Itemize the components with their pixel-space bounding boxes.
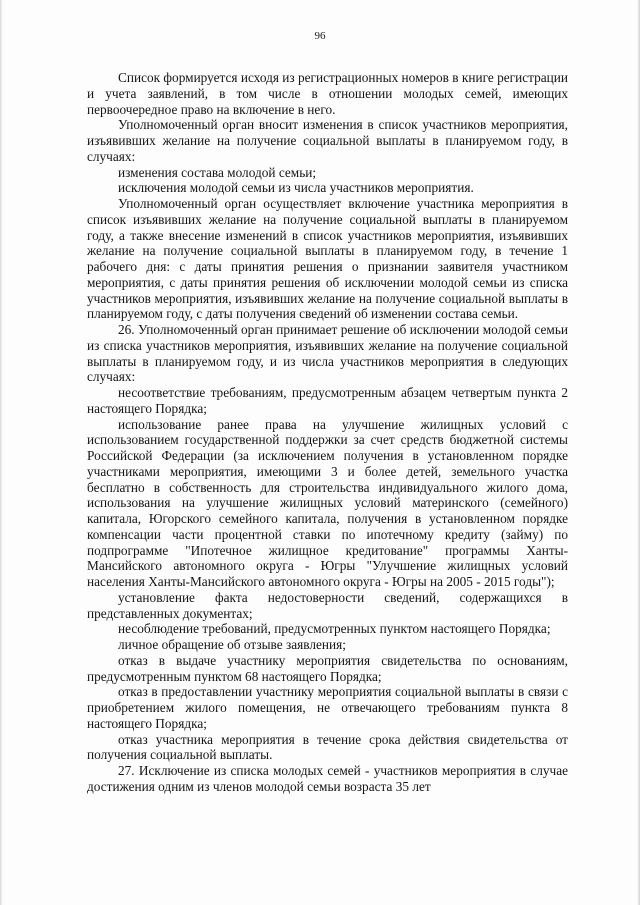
paragraph: отказ в выдаче участнику мероприятия свидетельства по основаниям, предусмотренным пунктом 68 настоящего Порядка; [87, 652, 568, 684]
paragraph: 26. Уполномоченный орган принимает решение об исключении молодой семьи из списка участников мероприятия, изъявивших желание на получение социальной выплаты в планируемом году, и из числа участников мероприятия в следующих случаях: [87, 322, 568, 385]
paragraph: несоблюдение требований, предусмотренных пунктом настоящего Порядка; [118, 621, 551, 637]
body-text [87, 70, 568, 795]
paragraph: Уполномоченный орган осуществляет включение участника мероприятия в список изъявивших желание на получение социальной выплаты в планируемом году, а также внесение изменений в список участников мероприятия, изъявивших желание на получение социальной выплаты в планируемом году, в течение 1 рабочего дня: с даты принятия решения о признании заявителя участником мероприятия, с даты принятия решения об исключении молодой семьи из списка участников мероприятия, изъявивших желание на получение социальной выплаты в планируемом году, с даты получения сведений об изменении состава семьи. [87, 196, 568, 322]
paragraph: установление факта недостоверности сведений, содержащихся в представленных документах; [87, 589, 568, 621]
paragraph: несоответствие требованиям, предусмотренным абзацем четвертым пункта 2 настоящего Порядка; [87, 385, 568, 416]
paragraph: исключения молодой семьи из числа участников мероприятия. [118, 180, 474, 196]
paragraph: Уполномоченный орган вносит изменения в список участников мероприятия, изъявивших желание на получение социальной выплаты в планируемом году, в случаях: [87, 117, 568, 164]
paragraph: изменения состава молодой семьи; [118, 164, 317, 180]
page-number: 96 [314, 30, 326, 42]
paragraph: использование ранее права на улучшение жилищных условий с использованием государственной поддержки за счет средств бюджетной системы Российской Федерации (за исключением получения в установленном порядке участниками мероприятия, имеющими 3 и более детей, земельного участка бесплатно в собственность для строительства индивидуального жилого дома, использования на улучшение жилищных условий материнского (семейного) капитала, Югорского семейного капитала, получения в установленном порядке компенсации части процентной ставки по ипотечному кредиту (займу) по подпрограмме "Ипотечное жилищное кредитование" программы Ханты-Мансийского автономного округа - Югры "Улучшение жилищных условий населения Ханты-Мансийского автономного округа - Югры на 2005 - 2015 годы"); [87, 416, 568, 589]
scan-left-edge [0, 0, 3, 905]
paragraph: отказ в предоставлении участнику мероприятия социальной выплаты в связи с приобретением жилого помещения, не отвечающего требованиям пункта 8 настоящего Порядка; [87, 684, 568, 731]
paragraph: личное обращение об отзыве заявления; [118, 637, 346, 652]
paragraph: Список формируется исходя из регистрационных номеров в книге регистрации и учета заявлений, в том числе в отношении молодых семей, имеющих первоочередное право на включение в него. [87, 70, 568, 117]
paragraph: отказ участника мероприятия в течение срока действия свидетельства от получения социальной выплаты. [87, 731, 568, 763]
paragraph: 27. Исключение из списка молодых семей - участников мероприятия в случае достижения одним из членов молодой семьи возраста 35 лет [87, 763, 568, 794]
